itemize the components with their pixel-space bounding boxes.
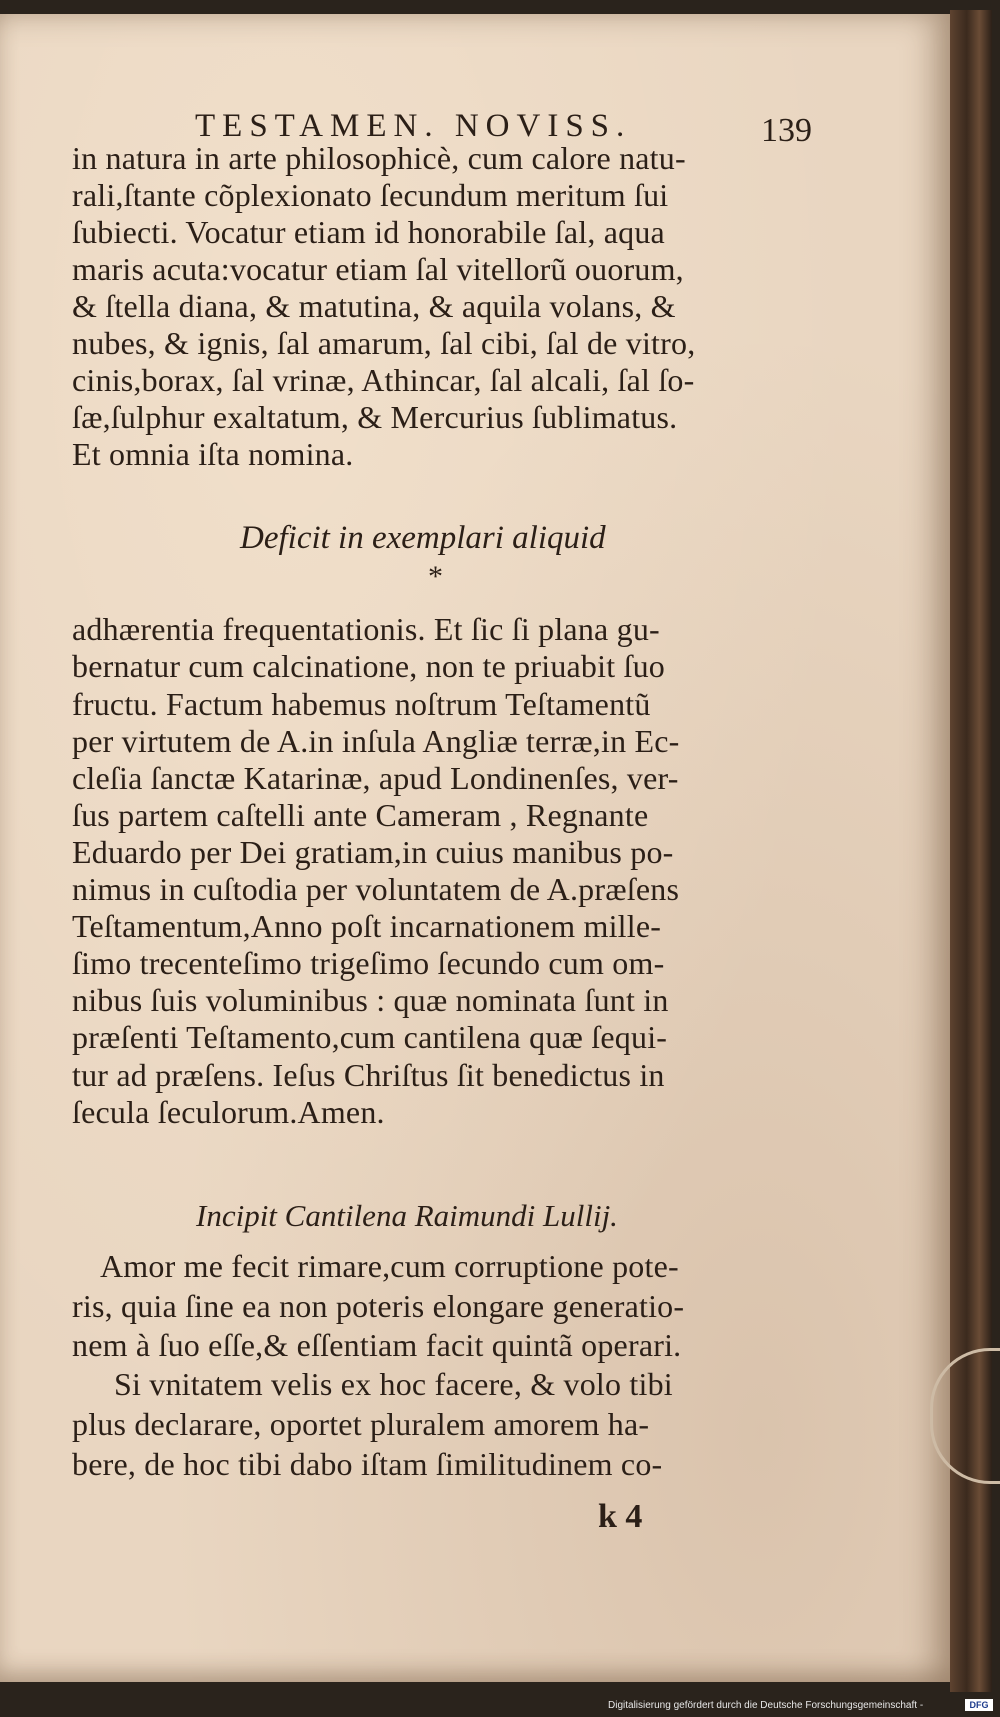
text-line: plus declarare, oportet pluralem amorem ha-	[72, 1406, 650, 1442]
text-line: maris acuta:vocatur etiam ſal vitellorũ ouorum,	[72, 251, 684, 287]
text-line: in natura in arte philosophicè, cum calore natu-	[72, 140, 686, 176]
text-line: præſenti Teſtamento,cum cantilena quæ ſequi-	[72, 1019, 668, 1055]
text-line: adhærentia frequentationis. Et ſic ſi plana gu-	[72, 611, 660, 647]
text-line: per virtutem de A.in inſula Angliæ terræ,in Ec-	[72, 723, 680, 759]
asterisk: *	[428, 560, 443, 593]
text-line: ſimo trecenteſimo trigeſimo ſecundo cum om-	[72, 945, 665, 981]
text-line: Si vnitatem velis ex hoc facere, & volo tibi	[114, 1366, 673, 1402]
text-line: fructu. Factum habemus noſtrum Teſtamentũ	[72, 686, 651, 722]
text-line: Eduardo per Dei gratiam,in cuius manibus po-	[72, 834, 674, 870]
dfg-logo: DFG	[965, 1699, 993, 1711]
text-line: ſubiecti. Vocatur etiam id honorabile ſal, aqua	[72, 214, 665, 250]
text-line: tur ad præſens. Ieſus Chriſtus ſit benedictus in	[72, 1057, 665, 1093]
signature-mark: k 4	[598, 1498, 643, 1535]
section-heading: Deficit in exemplari aliquid	[240, 520, 606, 556]
text-line: nibus ſuis voluminibus : quæ nominata ſunt in	[72, 982, 669, 1018]
text-line: nubes, & ignis, ſal amarum, ſal cibi, ſal de vitro,	[72, 325, 696, 361]
page-number: 139	[761, 112, 812, 149]
text-line: Et omnia iſta nomina.	[72, 436, 354, 472]
text-line: ſæ,ſulphur exaltatum, & Mercurius ſublimatus.	[72, 399, 678, 435]
section-heading: Incipit Cantilena Raimundi Lullij.	[196, 1198, 618, 1233]
digitization-credit: Digitalisierung gefördert durch die Deutsche Forschungsgemeinschaft -	[608, 1700, 924, 1711]
text-line: bere, de hoc tibi dabo iſtam ſimilitudinem co-	[72, 1446, 663, 1482]
running-head: TESTAMEN. NOVISS.	[195, 108, 632, 144]
text-line: Teſtamentum,Anno poſt incarnationem mille-	[72, 908, 662, 944]
text-line: ſecula ſeculorum.Amen.	[72, 1094, 385, 1130]
text-line: cinis,borax, ſal vrinæ, Athincar, ſal alcali, ſal ſo-	[72, 362, 695, 398]
text-line: bernatur cum calcinatione, non te priuabit ſuo	[72, 648, 665, 684]
text-line: nimus in cuſtodia per voluntatem de A.præſens	[72, 871, 680, 907]
text-line: ſus partem caſtelli ante Cameram , Regnante	[72, 797, 649, 833]
text-line: nem à ſuo eſſe,& eſſentiam facit quintã operari.	[72, 1327, 682, 1363]
text-line: cleſia ſanctæ Katarinæ, apud Londinenſes, ver-	[72, 760, 679, 796]
text-line: Amor me fecit rimare,cum corruptione pote-	[100, 1248, 679, 1284]
text-line: & ſtella diana, & matutina, & aquila volans, &	[72, 288, 676, 324]
text-line: rali,ſtante cõplexionato ſecundum meritum ſui	[72, 177, 669, 213]
text-line: ris, quia ſine ea non poteris elongare generatio-	[72, 1288, 685, 1324]
